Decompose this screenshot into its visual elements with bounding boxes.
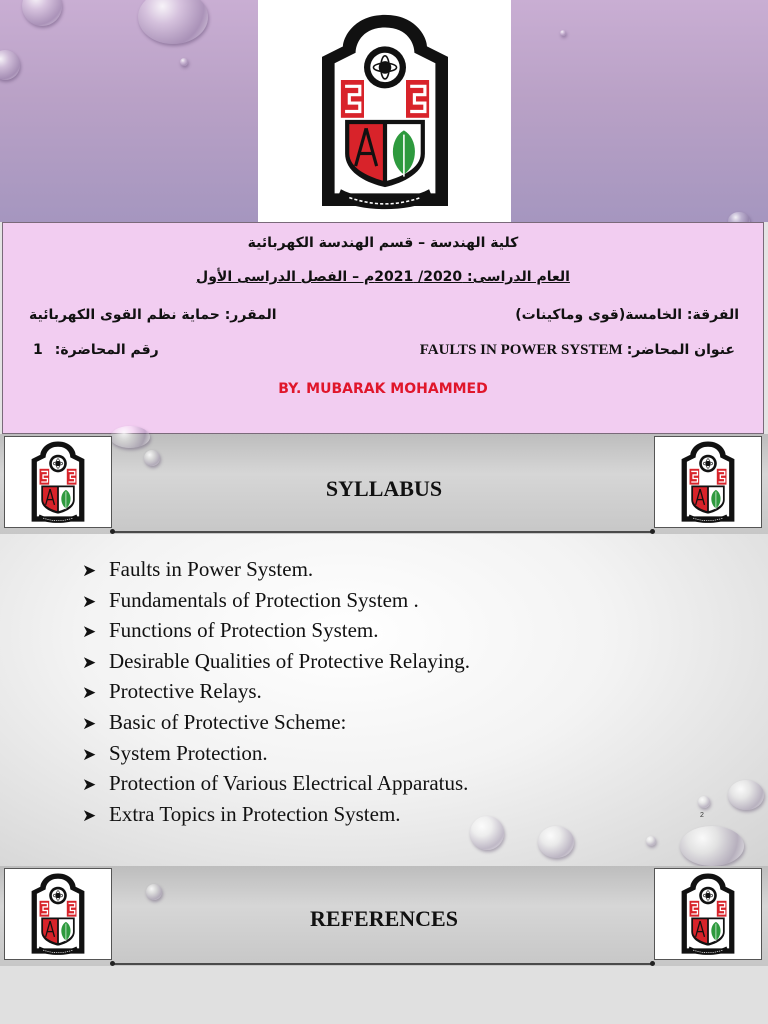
list-item: ➤ Extra Topics in Protection System. xyxy=(82,799,470,830)
bullet-arrow-icon: ➤ xyxy=(82,744,97,764)
lecture-title-label: عنوان المحاضر: xyxy=(626,342,735,358)
list-item: ➤ Protective Relays. xyxy=(82,676,470,707)
lecture-number-value: 1 xyxy=(33,342,43,358)
academic-year: العام الدراسى: 2020/ 2021م – الفصل الدراسى الأول xyxy=(196,269,570,285)
water-drop xyxy=(22,0,62,26)
list-item: ➤ Fundamentals of Protection System . xyxy=(82,585,470,616)
class-label: الفرقة: الخامسة(قوى وماكينات) xyxy=(515,307,739,323)
water-drop xyxy=(146,884,162,900)
references-bar xyxy=(0,866,768,966)
bullet-arrow-icon: ➤ xyxy=(82,561,97,580)
list-item: ➤ Basic of Protective Scheme: xyxy=(82,707,470,738)
page-bottom xyxy=(0,966,768,1024)
bullet-arrow-icon: ➤ xyxy=(82,805,97,825)
water-drop xyxy=(646,836,656,846)
page-number: 2 xyxy=(700,812,704,819)
list-item: ➤ System Protection. xyxy=(82,738,470,769)
bullet-arrow-icon: ➤ xyxy=(82,591,97,611)
syllabus-title: SYLLABUS xyxy=(325,476,443,501)
faculty-department: كلية الهندسة – قسم الهندسة الكهربائية xyxy=(247,235,519,251)
bullet-arrow-icon: ➤ xyxy=(82,713,97,733)
header-panel xyxy=(2,222,764,434)
water-drop xyxy=(138,0,208,44)
water-drop xyxy=(728,212,750,222)
water-drop xyxy=(144,450,160,466)
references-title: REFERENCES xyxy=(310,906,458,931)
course-label: المقرر: حماية نظم القوى الكهربائية xyxy=(29,307,277,323)
lecture-title-value: FAULTS IN POWER SYSTEM xyxy=(419,342,623,358)
list-item: ➤ Functions of Protection System. xyxy=(82,615,470,646)
university-emblem-icon xyxy=(280,4,490,219)
lecture-title xyxy=(420,341,735,359)
divider-line xyxy=(112,531,652,533)
water-drop xyxy=(180,58,188,66)
university-logo xyxy=(258,0,511,222)
water-drop xyxy=(680,826,744,866)
syllabus-content xyxy=(0,534,768,866)
bullet-arrow-icon: ➤ xyxy=(82,683,97,703)
bullet-arrow-icon: ➤ xyxy=(82,652,97,672)
list-item: ➤ Faults in Power System. xyxy=(82,554,470,585)
divider-line xyxy=(112,963,652,965)
bullet-arrow-icon: ➤ xyxy=(82,622,97,642)
lecture-number xyxy=(33,341,159,359)
list-item: ➤ Desirable Qualities of Protective Relaying. xyxy=(82,646,470,677)
water-drop xyxy=(728,780,764,810)
lecture-number-label: رقم المحاضرة: xyxy=(54,342,159,358)
water-drop xyxy=(110,426,150,448)
water-drop xyxy=(698,796,710,808)
author-name: BY. MUBARAK MOHAMMED xyxy=(278,381,488,397)
water-drop xyxy=(0,50,20,80)
list-item: ➤ Protection of Various Electrical Apparatus. xyxy=(82,768,470,799)
water-drop xyxy=(560,30,566,36)
syllabus-list xyxy=(82,554,470,829)
water-drop xyxy=(470,816,504,850)
water-drop xyxy=(538,826,574,858)
syllabus-bar xyxy=(0,434,768,534)
bullet-arrow-icon: ➤ xyxy=(82,775,97,795)
